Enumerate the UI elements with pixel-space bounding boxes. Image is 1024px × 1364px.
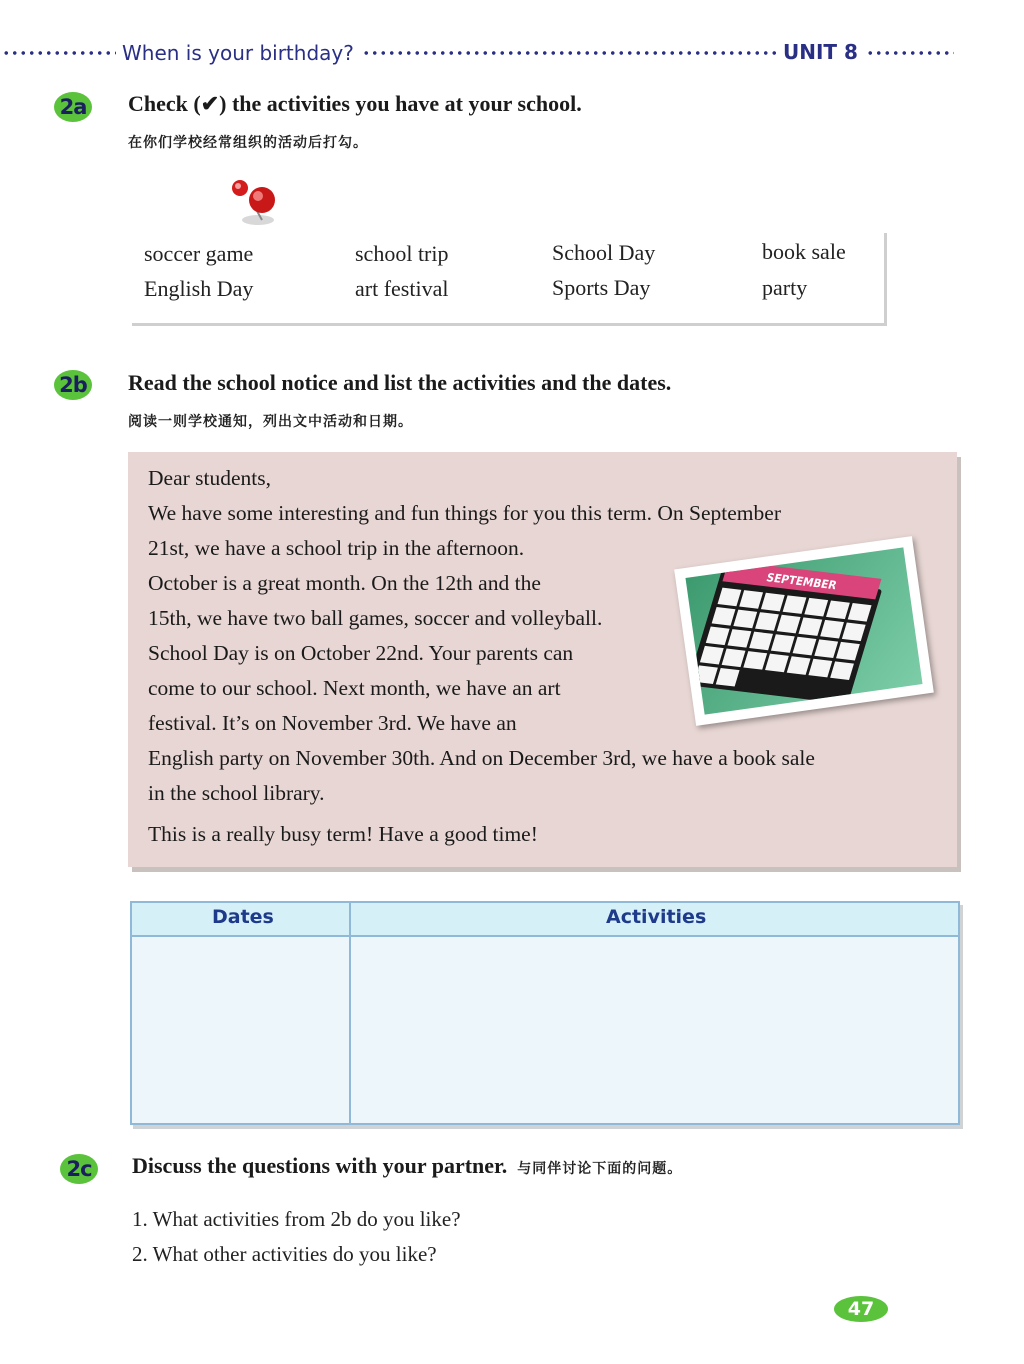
notice-line: English party on November 30th. And on December 3rd, we have a book sale xyxy=(148,746,815,770)
activity-school-trip[interactable]: school trip xyxy=(355,241,449,266)
instruction-2c-line xyxy=(132,1153,682,1179)
instruction-2c: Discuss the questions with your partner. xyxy=(132,1153,508,1178)
chapter-title: When is your birthday? xyxy=(122,41,354,65)
question-1: 1. What activities from 2b do you like? xyxy=(132,1207,461,1231)
column-header-activities: Activities xyxy=(606,906,707,928)
activity-art-festival[interactable]: art festival xyxy=(355,276,449,301)
notice-line: 15th, we have two ball games, soccer and volleyball. xyxy=(148,606,603,630)
activities-answer-cell[interactable] xyxy=(354,939,954,1119)
dates-answer-cell[interactable] xyxy=(134,939,346,1119)
page-number: 47 xyxy=(834,1296,888,1322)
notice-line: We have some interesting and fun things for you this term. On September xyxy=(148,501,781,525)
header-dots-left xyxy=(2,50,116,56)
instruction-2a: Check (✔) the activities you have at your school. xyxy=(128,91,582,116)
activity-sports-day[interactable]: Sports Day xyxy=(552,275,651,300)
calendar-picture xyxy=(674,536,934,726)
badge-2a: 2a xyxy=(54,92,92,122)
activity-school-day[interactable]: School Day xyxy=(552,240,656,265)
notice-line: festival. It’s on November 3rd. We have an xyxy=(148,711,517,735)
column-header-dates: Dates xyxy=(212,906,274,928)
notice-line: This is a really busy term! Have a good time! xyxy=(148,822,538,846)
table-column-divider xyxy=(349,903,351,1123)
notice-line: Dear students, xyxy=(148,466,271,490)
activity-party[interactable]: party xyxy=(762,275,808,300)
question-2: 2. What other activities do you like? xyxy=(132,1242,437,1266)
unit-label: UNIT 8 xyxy=(783,40,858,64)
header-dots-middle xyxy=(362,50,778,56)
activity-soccer-game[interactable]: soccer game xyxy=(144,241,254,266)
calendar-month-label: SEPTEMBER xyxy=(764,570,839,593)
subtitle-2b: 阅读一则学校通知，列出文中活动和日期。 xyxy=(128,414,413,430)
activity-english-day[interactable]: English Day xyxy=(144,276,254,301)
notice-line: School Day is on October 22nd. Your parents can xyxy=(148,641,574,665)
calendar-icon xyxy=(685,547,922,714)
activity-box xyxy=(132,213,887,326)
header-dots-right xyxy=(866,50,954,56)
dates-activities-table xyxy=(130,901,960,1125)
notice-line: come to our school. Next month, we have an art xyxy=(148,676,561,700)
activity-book-sale[interactable]: book sale xyxy=(762,239,846,264)
calendar-photo-background xyxy=(685,547,922,714)
instruction-2b: Read the school notice and list the activities and the dates. xyxy=(128,370,672,395)
notice-line: 21st, we have a school trip in the afternoon. xyxy=(148,536,525,560)
subtitle-2a: 在你们学校经常组织的活动后打勾。 xyxy=(128,135,368,151)
subtitle-2c: 与同伴讨论下面的问题。 xyxy=(517,1161,683,1177)
badge-2c: 2c xyxy=(60,1154,98,1184)
notice-line: in the school library. xyxy=(148,781,325,805)
badge-2b: 2b xyxy=(54,370,92,400)
notice-line: October is a great month. On the 12th and the xyxy=(148,571,541,595)
running-header xyxy=(0,38,1024,72)
